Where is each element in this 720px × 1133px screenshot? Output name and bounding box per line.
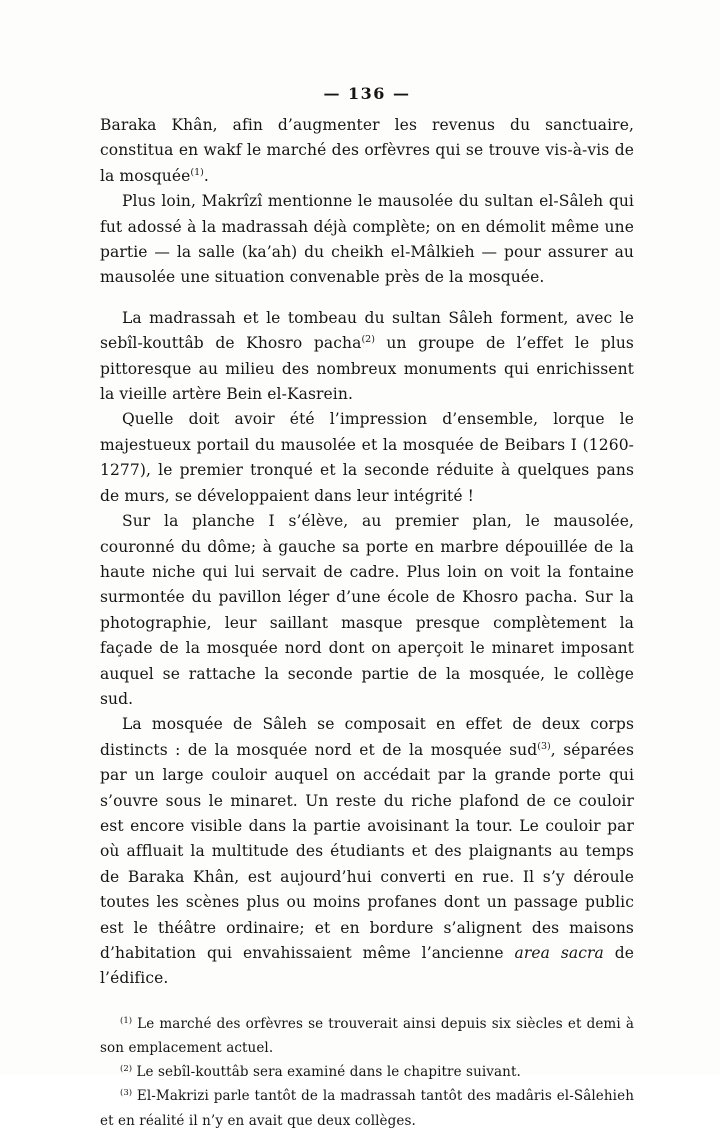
paragraph-4-text: Quelle doit avoir été l’impression d’ensemble, lorque le majestueux portail du mausolée et la mosquée de Beibars I (1260-1277), le premier tronqué et la seconde réduite à quelques pans de murs, se développaient dans leur intégrité ! bbox=[100, 410, 634, 505]
paragraph-4 bbox=[100, 407, 634, 509]
footnotes-section bbox=[100, 1012, 634, 1133]
footnote-1 bbox=[100, 1012, 634, 1060]
paragraph-3 bbox=[100, 306, 634, 408]
paragraph-1 bbox=[100, 113, 634, 189]
footnote-3-marker: (3) bbox=[120, 1088, 133, 1099]
paragraph-6-text: La mosquée de Sâleh se composait en effet de deux corps distincts : de la mosquée nord et de la mosquée sud bbox=[100, 715, 634, 759]
footnote-3-text: El-Makrizi parle tantôt de la madrassah tantôt des madâris el-Sâlehieh et en réalité il n’y en avait que deux collèges. bbox=[100, 1088, 634, 1129]
paragraph-6-latin-term: area sacra bbox=[514, 944, 604, 962]
paragraph-6-tail: de l’édifice. bbox=[100, 944, 634, 988]
paragraph-6-middle: , séparées par un large couloir auquel on accédait par la grande porte qui s’ouvre sous le minaret. Un reste du riche plafond de ce couloir est encore visible dans la partie avoisinant la tour. Le couloir par où affluait la multitude des étudiants et des plaignants au temps de Baraka Khân, est aujourd’hui converti en rue. Il s’y déroule toutes les scènes plus ou moins profanes dont un passage public est le théâtre ordinaire; et en bordure s’alignent des maisons d’habitation qui envahissaient même l’ancienne bbox=[100, 740, 635, 962]
footnote-marker-1: (1) bbox=[190, 166, 204, 178]
footnote-1-marker: (1) bbox=[120, 1015, 133, 1026]
paragraph-2-text: Plus loin, Makrîzî mentionne le mausolée du sultan el-Sâleh qui fut adossé à la madrassah déjà complète; on en démolit même une partie — la salle (ka’ah) du cheikh el-Mâlkieh — pour assurer au mausolée une situation convenable près de la mosquée. bbox=[100, 192, 634, 287]
page-number: — 136 — bbox=[323, 84, 411, 103]
footnote-marker-2: (2) bbox=[361, 334, 375, 346]
footnote-marker-3: (3) bbox=[537, 740, 551, 752]
footnote-3 bbox=[100, 1084, 634, 1132]
paragraph-2 bbox=[100, 189, 634, 291]
paragraph-6 bbox=[100, 712, 634, 991]
paragraph-1-text: Baraka Khân, afin d’augmenter les revenus du sanctuaire, constitua en wakf le marché des orfèvres qui se trouve vis-à-vis de la mosquée bbox=[100, 116, 634, 185]
footnote-2-text: Le sebîl-kouttâb sera examiné dans le chapitre suivant. bbox=[132, 1064, 521, 1081]
paragraph-5 bbox=[100, 509, 634, 712]
paragraph-5-text: Sur la planche I s’élève, au premier plan, le mausolée, couronné du dôme; à gauche sa porte en marbre dépouillée de la haute niche qui lui servait de cadre. Plus loin on voit la fontaine surmontée du pavillon léger d’une école de Khosro pacha. Sur la photographie, leur saillant masque presque complètement la façade de la mosquée nord dont on aperçoit le minaret imposant auquel se rattache la seconde partie de la mosquée, le collège sud. bbox=[100, 512, 634, 708]
text-block bbox=[100, 84, 634, 1133]
paragraph-1-tail: . bbox=[203, 166, 209, 185]
paragraph-3-text: La madrassah et le tombeau du sultan Sâleh forment, avec le sebîl-kouttâb de Khosro pacha bbox=[100, 308, 634, 353]
paragraph-3-tail: un groupe de l’effet le plus pittoresque au milieu des nombreux monuments qui enrichissent la vieille artère Bein el-Kasrein. bbox=[100, 334, 634, 404]
footnote-2 bbox=[100, 1060, 634, 1084]
footnote-2-marker: (2) bbox=[120, 1064, 133, 1075]
footnote-1-text: Le marché des orfèvres se trouverait ainsi depuis six siècles et demi à son emplacement actuel. bbox=[100, 1015, 634, 1057]
